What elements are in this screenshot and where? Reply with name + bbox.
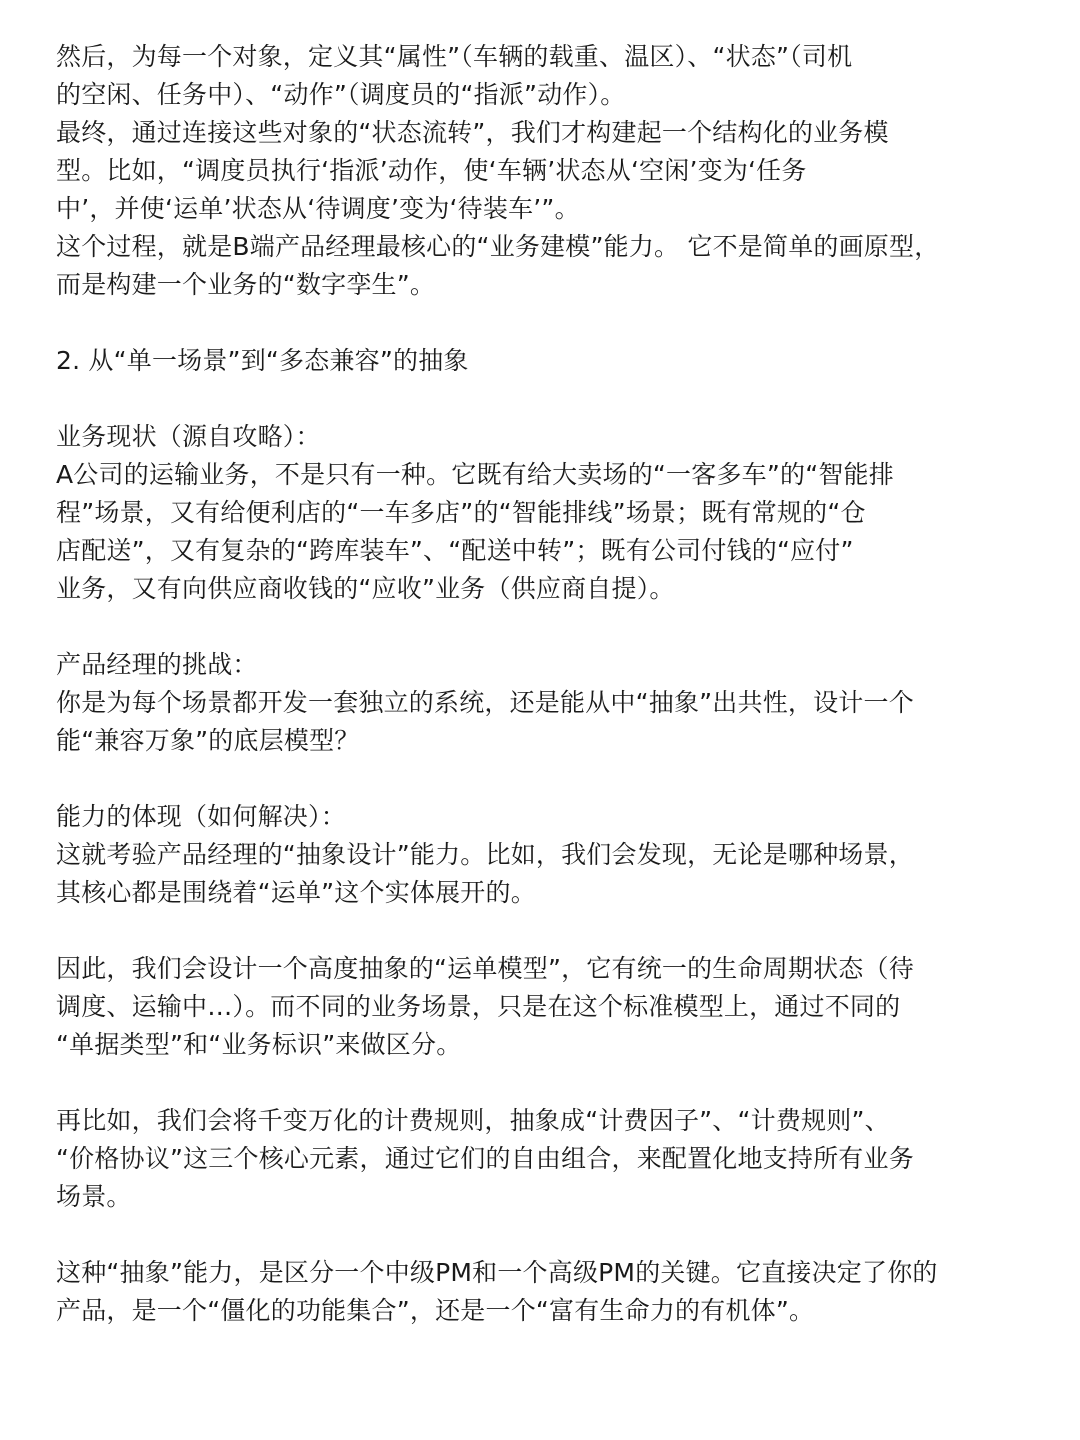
text-line: 店配送”，又有复杂的“跨库装车”、“配送中转”；既有公司付钱的“应付” (56, 536, 854, 565)
text-line: 型。比如，“调度员执行‘指派’动作，使‘车辆’状态从‘空闲’变为‘任务 (56, 156, 807, 185)
text-line: 场景。 (56, 1182, 132, 1211)
paragraph-gap (56, 1064, 1028, 1102)
paragraph-waybill-model (56, 950, 1028, 1064)
paragraph-object-modeling (56, 38, 1028, 304)
text-line: 最终，通过连接这些对象的“状态流转”，我们才构建起一个结构化的业务模 (56, 118, 889, 147)
paragraph-business-status (56, 418, 1028, 608)
subheading: 产品经理的挑战： (56, 650, 258, 679)
text-line: 这就考验产品经理的“抽象设计”能力。比如，我们会发现，无论是哪种场景， (56, 840, 914, 869)
text-line: 能“兼容万象”的底层模型？ (56, 726, 360, 755)
text-line: “价格协议”这三个核心元素，通过它们的自由组合，来配置化地支持所有业务 (56, 1144, 914, 1173)
text-line: 然后，为每一个对象，定义其“属性”（车辆的载重、温区）、“状态”（司机 (56, 42, 853, 71)
text-line: “单据类型”和“业务标识”来做区分。 (56, 1030, 462, 1059)
text-line: 再比如，我们会将千变万化的计费规则，抽象成“计费因子”、“计费规则”、 (56, 1106, 890, 1135)
paragraph-billing-rules (56, 1102, 1028, 1216)
text-line: 因此，我们会设计一个高度抽象的“运单模型”，它有统一的生命周期状态（待 (56, 954, 914, 983)
paragraph-gap (56, 608, 1028, 646)
paragraph-gap (56, 304, 1028, 342)
paragraph-pm-challenge (56, 646, 1028, 760)
text-line: 的空闲、任务中）、“动作”（调度员的“指派”动作）。 (56, 80, 626, 109)
text-line: 这个过程，就是B端产品经理最核心的“业务建模”能力。 它不是简单的画原型， (56, 232, 940, 261)
text-line: 调度、运输中…）。而不同的业务场景，只是在这个标准模型上，通过不同的 (56, 992, 901, 1021)
text-line: 你是为每个场景都开发一套独立的系统，还是能从中“抽象”出共性，设计一个 (56, 688, 914, 717)
text-line: 这种“抽象”能力，是区分一个中级PM和一个高级PM的关键。它直接决定了你的 (56, 1258, 938, 1287)
text-line: 程”场景，又有给便利店的“一车多店”的“智能排线”场景；既有常规的“仓 (56, 498, 866, 527)
article-body (56, 38, 1028, 1330)
paragraph-gap (56, 1216, 1028, 1254)
paragraph-conclusion (56, 1254, 1028, 1330)
text-line: 其核心都是围绕着“运单”这个实体展开的。 (56, 878, 536, 907)
text-line: 产品，是一个“僵化的功能集合”，还是一个“富有生命力的有机体”。 (56, 1296, 815, 1325)
text-line: 而是构建一个业务的“数字孪生”。 (56, 270, 436, 299)
text-line: 业务，又有向供应商收钱的“应收”业务（供应商自提）。 (56, 574, 675, 603)
paragraph-capability (56, 798, 1028, 912)
paragraph-gap (56, 760, 1028, 798)
subheading: 业务现状（源自攻略）： (56, 422, 321, 451)
subheading: 能力的体现（如何解决）： (56, 802, 346, 831)
paragraph-gap (56, 912, 1028, 950)
section-heading (56, 342, 1028, 380)
text-line: A公司的运输业务，不是只有一种。它既有给大卖场的“一客多车”的“智能排 (56, 460, 894, 489)
section-title: 2. 从“单一场景”到“多态兼容”的抽象 (56, 346, 469, 375)
paragraph-gap (56, 380, 1028, 418)
text-line: 中’，并使‘运单’状态从‘待调度’变为‘待装车’”。 (56, 194, 580, 223)
